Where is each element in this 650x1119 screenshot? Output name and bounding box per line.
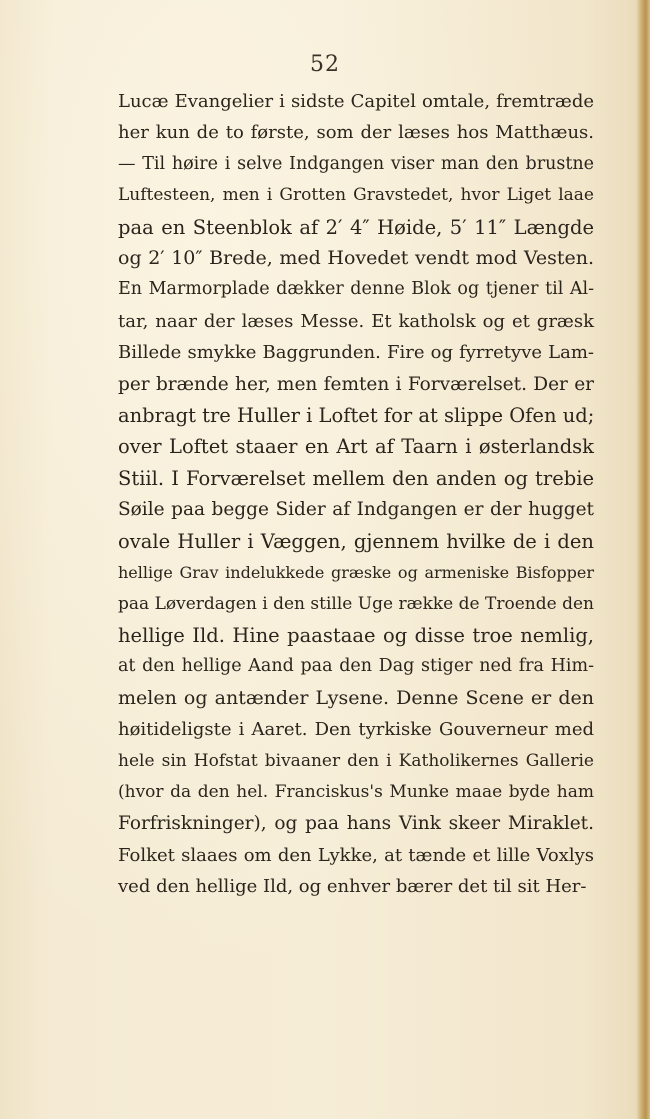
- text-line: Billede smykke Baggrunden. Fire og fyrretyve Lam-: [118, 342, 594, 364]
- text-line: over Loftet staaer en Art af Taarn i østerlandsk: [118, 435, 594, 459]
- page-edge: [636, 0, 650, 1119]
- text-line: at den hellige Aand paa den Dag stiger ned fra Him-: [118, 656, 594, 677]
- text-line: (hvor da den hel. Franciskus's Munke maae byde ham: [118, 781, 594, 802]
- body-text: [118, 86, 594, 903]
- text-line: hele sin Hofstat bivaaner den i Katholikernes Gallerie: [118, 750, 594, 771]
- page-number: 52: [310, 52, 340, 77]
- text-line: En Marmorplade dækker denne Blok og tjener til Al-: [118, 279, 594, 300]
- text-line: Søile paa begge Sider af Indgangen er der hugget: [118, 499, 594, 521]
- text-line: paa en Steenblok af 2′ 4″ Høide, 5′ 11″ Længde: [118, 215, 594, 239]
- text-line: Stiil. I Forværelset mellem den anden og trebie: [118, 466, 594, 490]
- text-line: — Til høire i selve Indgangen viser man den brustne: [118, 153, 594, 174]
- text-line: Forfriskninger), og paa hans Vink skeer Miraklet.: [118, 813, 594, 835]
- text-line: Lucæ Evangelier i sidste Capitel omtale, fremtræde: [118, 91, 594, 112]
- text-line: melen og antænder Lysene. Denne Scene er den: [118, 686, 594, 709]
- text-line: Luftesteen, men i Grotten Gravstedet, hvor Liget laae: [118, 185, 594, 206]
- text-line: paa Løverdagen i den stille Uge række de Troende den: [118, 593, 594, 614]
- text-line: tar, naar der læses Messe. Et katholsk og et græsk: [118, 310, 594, 332]
- text-line: her kun de to første, som der læses hos Matthæus.: [118, 122, 594, 144]
- text-line: ovale Huller i Væggen, gjennem hvilke de i den: [118, 529, 594, 553]
- text-line: hellige Ild. Hine paastaae og disse troe nemlig,: [118, 623, 594, 647]
- text-line: per brænde her, men femten i Forværelset. Der er: [118, 373, 594, 395]
- text-line: hellige Grav indelukkede græske og armeniske Bisfopper: [118, 563, 594, 583]
- text-line: og 2′ 10″ Brede, med Hovedet vendt mod Vesten.: [118, 247, 594, 270]
- text-line: høitideligste i Aaret. Den tyrkiske Gouverneur med: [118, 719, 594, 741]
- text-line: anbragt tre Huller i Loftet for at slippe Ofen ud;: [118, 404, 595, 428]
- text-line: Folket slaaes om den Lykke, at tænde et lille Voxlys: [118, 844, 594, 866]
- text-line: ved den hellige Ild, og enhver bærer det til sit Her-: [118, 876, 587, 898]
